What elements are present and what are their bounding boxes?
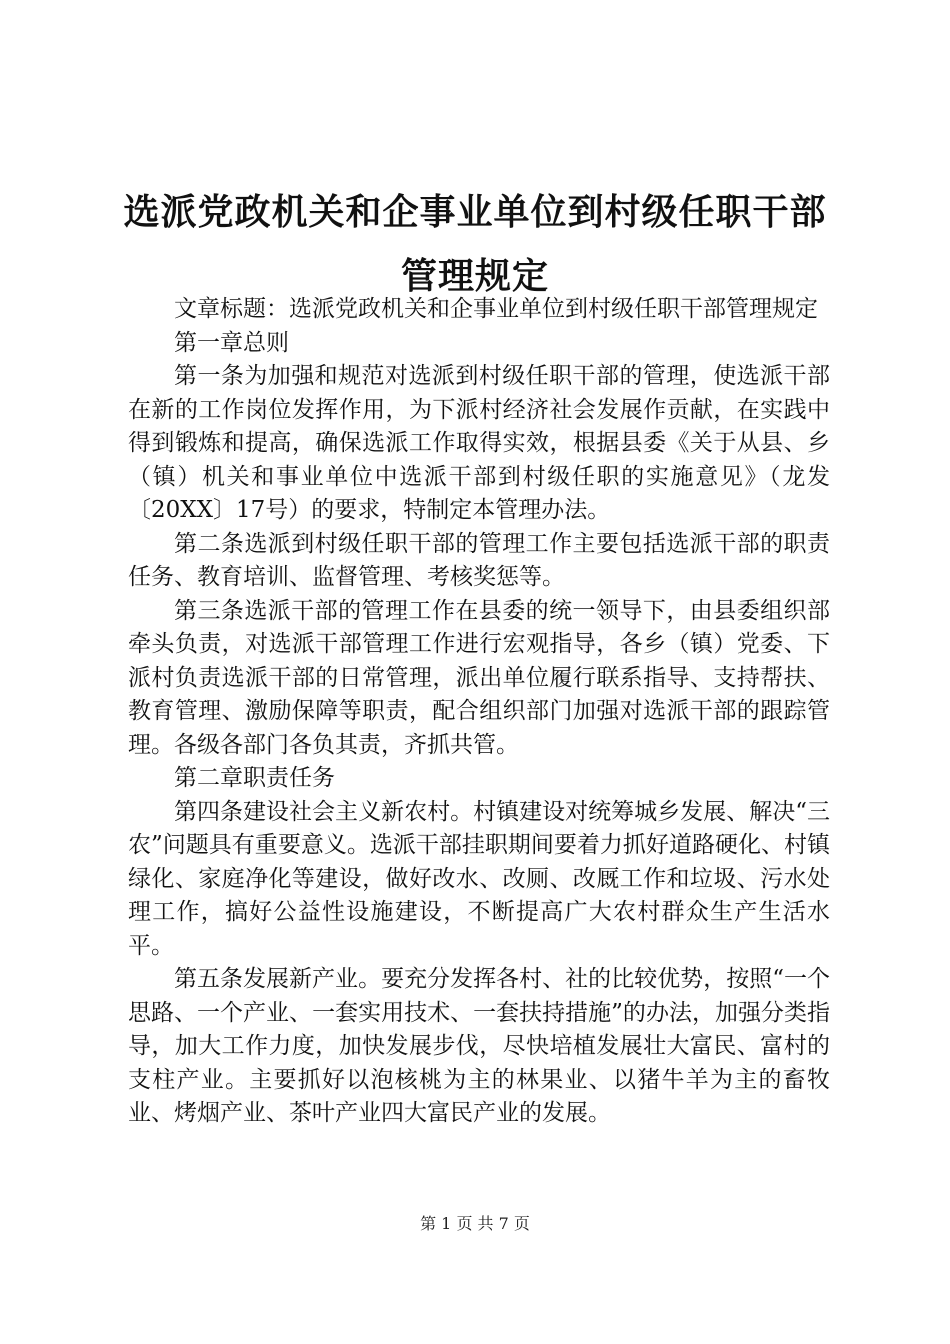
- chapter-heading: 第一章总则: [174, 329, 289, 356]
- document-body: [128, 293, 830, 1131]
- article-paragraph: 第二条选派到村级任职干部的管理工作主要包括选派干部的职责任务、教育培训、监督管理、考核奖惩等。: [128, 530, 830, 590]
- chapter-heading: 第二章职责任务: [174, 765, 335, 791]
- page-number-footer: 第 1 页 共 7 页: [420, 1214, 530, 1233]
- article-paragraph: 第三条选派干部的管理工作在县委的统一领导下，由县委组织部牵头负责，对选派干部管理工作进行宏观指导，各乡（镇）党委、下派村负责选派干部的日常管理，派出单位履行联系指导、支持帮扶、教育管理、激励保障等职责，配合组织部门加强对选派干部的跟踪管理。各级各部门各负其责，齐抓共管。: [128, 597, 830, 758]
- article-paragraph: 第五条发展新产业。要充分发挥各村、社的比较优势，按照“一个思路、一个产业、一套实用技术、一套扶持措施”的办法，加强分类指导，加大工作力度，加快发展步伐，尽快培植发展壮大富民、富村的支柱产业。主要抓好以泡核桃为主的林果业、以猪牛羊为主的畜牧业、烤烟产业、茶叶产业四大富民产业的发展。: [128, 966, 830, 1126]
- article-paragraph: 第四条建设社会主义新农村。村镇建设对统筹城乡发展、解决“三农”问题具有重要意义。选派干部挂职期间要着力抓好道路硬化、村镇绿化、家庭净化等建设，做好改水、改厕、改厩工作和垃圾、污水处理工作，搞好公益性设施建设，不断提高广大农村群众生产生活水平。: [128, 798, 830, 959]
- article-paragraph: 第一条为加强和规范对选派到村级任职干部的管理，使选派干部在新的工作岗位发挥作用，为下派村经济社会发展作贡献，在实践中得到锻炼和提高，确保选派工作取得实效，根据县委《关于从县、乡（镇）机关和事业单位中选派干部到村级任职的实施意见》（龙发〔20XX〕17号）的要求，特制定本管理办法。: [128, 363, 830, 523]
- document-title: 选派党政机关和企事业单位到村级任职干部管理规定: [123, 191, 827, 297]
- article-title-line: 文章标题：选派党政机关和企事业单位到村级任职干部管理规定: [174, 296, 818, 322]
